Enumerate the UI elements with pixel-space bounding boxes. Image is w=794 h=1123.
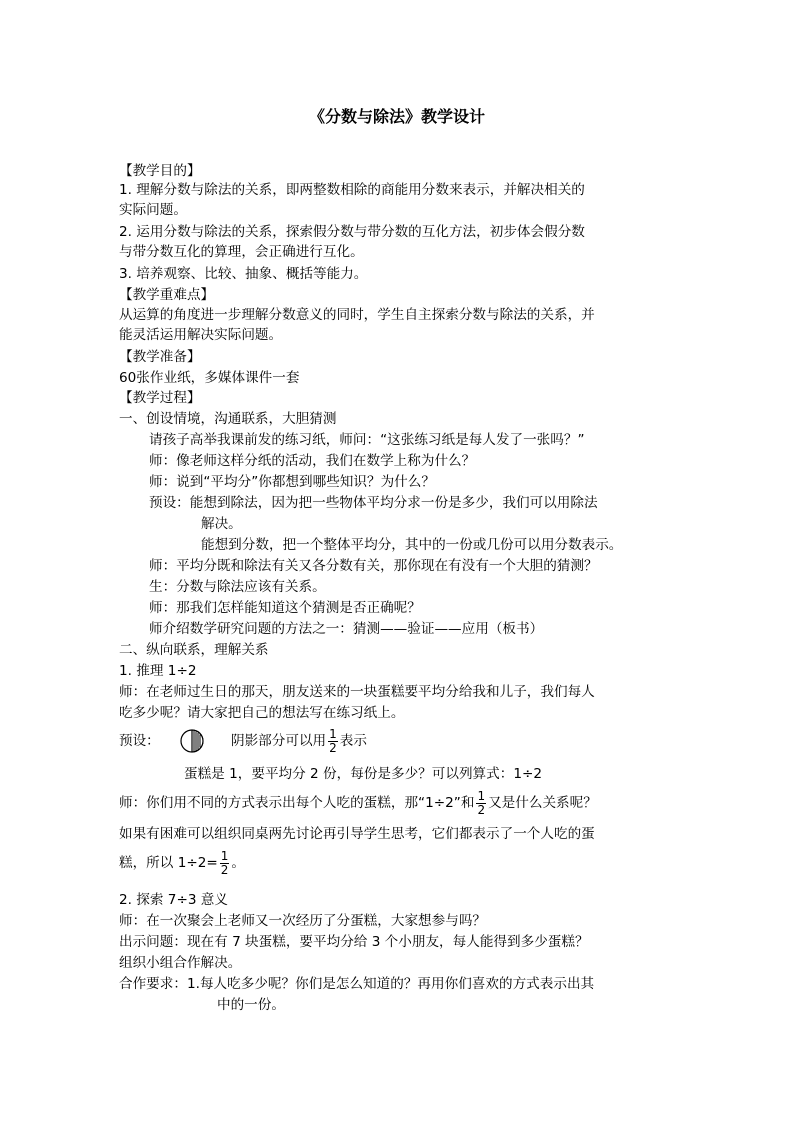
section-1-line: 师：那我们怎样能知道这个猜测是否正确呢？ [149,600,421,616]
half-shaded-circle-icon [179,728,205,754]
cake-division-line: 蛋糕是 1，要平均分 2 份，每份是多少？可以列算式：1÷2 [184,766,543,782]
section-2-2-line: 组织小组合作解决。 [119,955,242,971]
conclusion-text-end: 。 [231,855,246,871]
fraction-denominator: 2 [220,862,229,877]
goal-1-line-2: 实际问题。 [119,202,187,218]
fraction-numerator: 1 [477,788,486,803]
discussion-line: 如果有困难可以组织同桌两先讨论再引导学生思考，它们都表示了一个人吃的蛋 [119,826,595,842]
heading-goals: 【教学目的】 [119,163,201,179]
fraction-one-half [476,790,486,817]
heading-process: 【教学过程】 [119,390,201,406]
conclusion-line [119,843,245,883]
key-line-2: 能灵活运用解决实际问题。 [119,327,283,343]
section-2-2-line: 出示问题：现在有 7 块蛋糕，要平均分给 3 个小朋友，每人能得到多少蛋糕？ [119,934,589,950]
goal-2-line-2: 与带分数互化的算理，会正确进行互化。 [119,244,364,260]
section-1-line: 预设：能想到除法，因为把一些物体平均分求一份是多少，我们可以用除法 [149,495,598,511]
section-1-line: 师介绍数学研究问题的方法之一：猜测——验证——应用（板书） [149,621,544,637]
section-2-2-line: 师：在一次聚会上老师又一次经历了分蛋糕，大家想参与吗？ [119,913,487,929]
preparation-line: 60张作业纸，多媒体课件一套 [119,370,300,386]
relation-text-start: 师：你们用不同的方式表示出每个人吃的蛋糕，那“1÷2”和 [119,795,475,811]
preset-description [231,721,367,761]
fraction-one-half [220,850,230,877]
section-1-line: 师：平均分既和除法有关又各分数有关，那你现在有没有一个大胆的猜测？ [149,558,598,574]
conclusion-text-start: 糕，所以 1÷2= [119,855,218,871]
fraction-numerator: 1 [220,848,229,863]
preset-text-start: 阴影部分可以用 [231,733,327,749]
document-title: 《分数与除法》教学设计 [308,107,485,126]
section-1-line: 能想到分数，把一个整体平均分，其中的一份或几份可以用分数表示。 [201,537,623,553]
key-line-1: 从运算的角度进一步理解分数意义的同时，学生自主探索分数与除法的关系，并 [119,307,595,323]
section-1-line: 解决。 [201,516,242,532]
relation-text-end: 又是什么关系呢？ [488,795,597,811]
goal-1-line-1: 1. 理解分数与除法的关系，即两整数相除的商能用分数来表示，并解决相关的 [119,182,585,198]
section-1-heading: 一、创设情境，沟通联系，大胆猜测 [119,411,337,427]
heading-preparation: 【教学准备】 [119,349,201,365]
goal-2-line-1: 2. 运用分数与除法的关系，探索假分数与带分数的互化方法，初步体会假分数 [119,224,585,240]
subsection-2-1-heading: 1. 推理 1÷2 [119,663,197,679]
fraction-denominator: 2 [329,740,337,755]
cooperation-requirement-line-1: 合作要求：1.每人吃多少呢？你们是怎么知道的？再用你们喜欢的方式表示出其 [119,976,595,992]
fraction-numerator: 1 [329,726,337,741]
subsection-2-2-heading: 2. 探索 7÷3 意义 [119,892,228,908]
section-2-heading: 二、纵向联系，理解关系 [119,642,269,658]
section-1-line: 生：分数与除法应该有关系。 [149,579,326,595]
section-2-line: 吃多少呢？请大家把自己的想法写在练习纸上。 [119,705,405,721]
goal-3: 3. 培养观察、比较、抽象、概括等能力。 [119,266,368,282]
fraction-denominator: 2 [477,802,486,817]
cooperation-requirement-line-2: 中的一份。 [217,997,285,1013]
preset-text-end: 表示 [339,733,367,749]
section-1-line: 师：说到“平均分”你都想到哪些知识？为什么？ [149,474,435,490]
section-1-line: 师：像老师这样分纸的活动，我们在数学上称为什么？ [149,453,476,469]
section-2-line: 师：在老师过生日的那天，朋友送来的一块蛋糕要平均分给我和儿子，我们每人 [119,684,595,700]
heading-key-points: 【教学重难点】 [119,287,215,303]
relation-question [119,783,597,823]
fraction-one-half [328,728,338,755]
preset-label: 预设： [119,733,160,749]
section-1-line: 请孩子高举我课前发的练习纸，师问：“这张练习纸是每人发了一张吗？” [149,432,585,448]
